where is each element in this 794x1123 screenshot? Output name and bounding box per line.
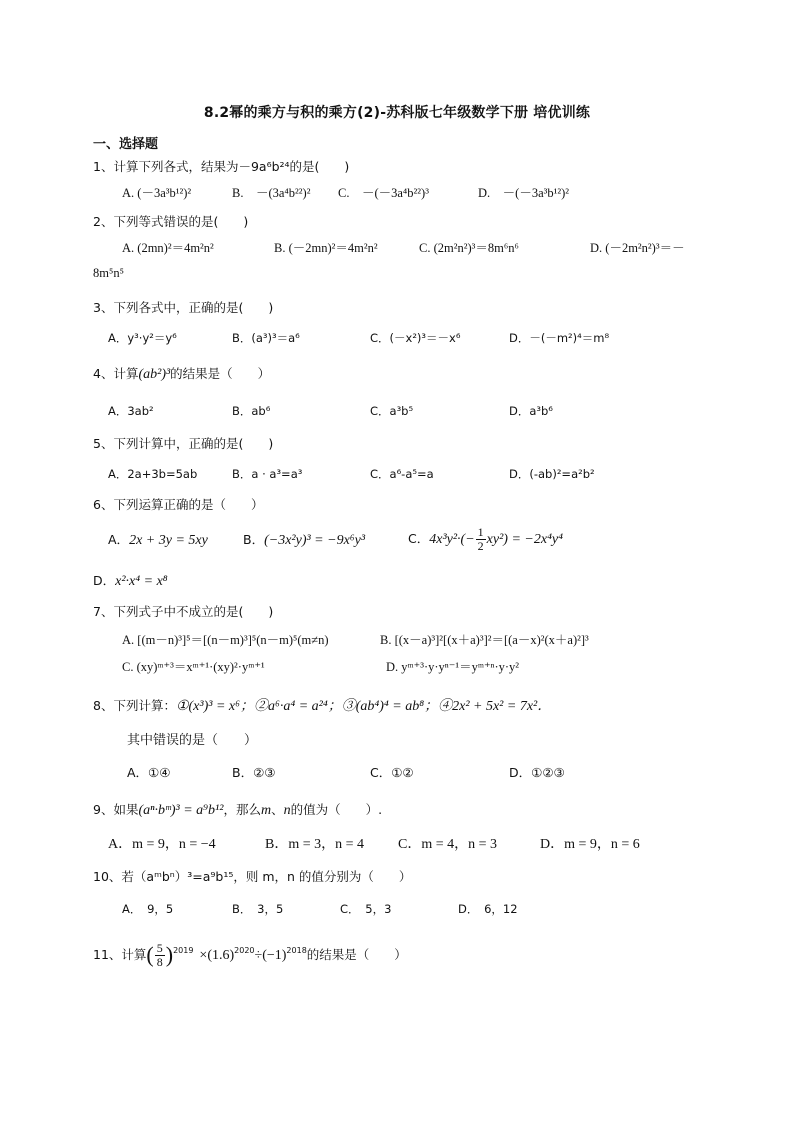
q9-stem-mid: ，那么: [223, 802, 261, 817]
q9-option-c: C．m = 4，n = 3: [398, 837, 498, 852]
q9-option-d: D．m = 9，n = 6: [540, 837, 640, 852]
q2-option-d: D. (－2m²n²)³＝－: [590, 241, 685, 255]
q10-stem: 10、若（aᵐbⁿ）³=a⁹b¹⁵，则 m，n 的值分别为（ ）: [93, 869, 412, 884]
q6-option-c-fraction: [476, 526, 486, 553]
q2-option-c: C. (2m²n²)³＝8m⁶n⁶: [419, 241, 519, 255]
q6-option-c-post: xy²) = −2x⁴y⁴: [486, 532, 564, 547]
q10-option-b: B． 3，5: [232, 902, 284, 916]
q6-option-b-expr: (−3x²y)³ = −9x⁶y³: [264, 533, 366, 548]
page-title: 8.2幂的乘方与积的乘方(2)-苏科版七年级数学下册 培优训练: [203, 105, 591, 121]
q4-option-b: B．ab⁶: [232, 404, 271, 418]
q11-stem-pre: 11、计算: [93, 947, 147, 962]
q9-var-m: m: [260, 803, 272, 818]
q4-stem-pre: 4、计算: [93, 366, 139, 381]
q8-stem: [93, 698, 551, 715]
q9-stem: [93, 802, 382, 819]
q8-option-a: A．①④: [127, 765, 171, 780]
q6-option-d-expr: x²·x⁴ = x⁸: [115, 574, 168, 589]
q6-fraction-denominator: 2: [477, 539, 484, 553]
q8-stem-pre: 8、下列计算：: [93, 698, 176, 713]
q9-separator: 、: [271, 802, 284, 817]
q10-option-d: D． 6，12: [458, 902, 518, 916]
q1-option-a: A. (－3a³b¹²)²: [122, 186, 192, 200]
q1-stem: 1、计算下列各式，结果为－9a⁶b²⁴的是( ): [93, 159, 350, 174]
q9-expression: (aⁿ·bᵐ)³ = a⁹b¹²: [138, 803, 224, 818]
q2-option-b: B. (－2mn)²＝4m²n²: [274, 241, 378, 255]
q6-option-c-label: C．: [408, 531, 430, 546]
q3-stem: 3、下列各式中，正确的是( ): [93, 300, 274, 315]
q9-option-b: B．m = 3，n = 4: [265, 837, 365, 852]
q2-option-a: A. (2mn)²＝4m²n²: [122, 241, 214, 255]
section-heading: 一、选择题: [93, 137, 159, 152]
q11-fraction-numerator: 5: [156, 941, 163, 955]
q5-option-c: C．a⁶-a⁵=a: [370, 467, 434, 481]
q4-expression: (ab²)³: [138, 367, 171, 382]
q11-exponent-1: 2019: [173, 946, 194, 955]
q1-option-b: B. －(3a⁴b²²)²: [232, 186, 311, 200]
q5-option-a: A．2a+3b=5ab: [108, 467, 198, 481]
q8-option-c: C．①②: [370, 765, 414, 780]
q11-stem: [93, 937, 407, 974]
q2-stem: 2、下列等式错误的是( ): [93, 214, 249, 229]
q3-option-b: B．(a³)³＝a⁶: [232, 331, 300, 345]
q11-exponent-2: 2020: [234, 946, 255, 955]
q6-stem: 6、下列运算正确的是（ ）: [93, 497, 264, 512]
q8-subquestion: 其中错误的是（ ）: [127, 733, 258, 748]
q4-option-a: A．3ab²: [108, 404, 154, 418]
q7-stem: 7、下列式子中不成立的是( ): [93, 604, 274, 619]
q6-option-a: [108, 532, 208, 549]
q6-option-d-label: D．: [93, 573, 116, 588]
q11-close-paren: ): [165, 942, 174, 967]
q6-option-d: [93, 573, 168, 590]
q7-option-a: A. [(m－n)³]⁵＝[(n－m)³]⁵(n－m)⁵(m≠n): [122, 633, 329, 647]
q9-stem-post: 的值为（ ）.: [290, 802, 383, 817]
q11-mid-2: ÷(−1): [254, 948, 287, 963]
q7-option-c: C. (xy)ᵐ⁺³＝xᵐ⁺¹·(xy)²·yᵐ⁺¹: [122, 660, 265, 674]
q10-option-a: A． 9，5: [122, 902, 174, 916]
q11-stem-post: 的结果是（ ）: [306, 947, 407, 962]
q6-option-a-label: A．: [108, 532, 130, 547]
q6-option-b: [243, 532, 365, 549]
q3-option-a: A．y³·y²＝y⁶: [108, 331, 177, 345]
q1-option-d: D. －(－3a³b¹²)²: [478, 186, 570, 200]
q8-expr-4: ④2x² + 5x² = 7x²．: [438, 699, 552, 714]
q1-option-c: C. －(－3a⁴b²²)³: [338, 186, 429, 200]
q3-option-d: D．－(－m²)⁴＝m⁸: [509, 331, 610, 345]
q4-option-d: D．a³b⁶: [509, 404, 553, 418]
q5-option-d: D．(-ab)²=a²b²: [509, 467, 595, 481]
q4-stem-post: 的结果是（ ）: [170, 366, 271, 381]
q9-var-n: n: [283, 803, 291, 818]
q4-option-c: C．a³b⁵: [370, 404, 414, 418]
q5-stem: 5、下列计算中，正确的是( ): [93, 436, 274, 451]
q11-fraction-denominator: 8: [156, 955, 163, 969]
q8-expr-3: ③(ab⁴)⁴ = ab⁸；: [341, 699, 439, 714]
q6-option-c-pre: 4x³y²·(−: [429, 532, 475, 547]
q7-option-b: B. [(x－a)³]²[(x＋a)³]²＝[(a－x)²(x＋a)²]³: [380, 633, 589, 647]
q10-option-c: C． 5，3: [340, 902, 392, 916]
q9-stem-pre: 9、如果: [93, 802, 139, 817]
q3-option-c: C．(－x²)³＝－x⁶: [370, 331, 461, 345]
q8-expr-1: ①(x³)³ = x⁶；: [175, 699, 254, 714]
q6-option-c: [408, 524, 563, 555]
q11-open-paren: (: [146, 942, 154, 967]
q6-option-a-expr: 2x + 3y = 5xy: [129, 533, 208, 548]
q11-mid-1: ×(1.6): [199, 948, 235, 963]
q9-option-a: A．m = 9，n = −4: [108, 837, 216, 852]
q11-fraction: [155, 942, 165, 969]
q11-exponent-3: 2018: [286, 946, 307, 955]
q4-stem: [93, 366, 270, 383]
q6-option-b-label: B．: [243, 532, 265, 547]
q8-option-b: B．②③: [232, 765, 276, 780]
q8-option-d: D．①②③: [509, 765, 565, 780]
q5-option-b: B．a · a³=a³: [232, 467, 303, 481]
q8-expr-2: ②a⁶·a⁴ = a²⁴；: [253, 699, 342, 714]
q6-fraction-numerator: 1: [477, 525, 484, 539]
q2-option-d-cont: 8m⁵n⁵: [93, 266, 124, 280]
q7-option-d: D. yᵐ⁺³·y·yⁿ⁻¹＝yᵐ⁺ⁿ·y·y²: [386, 660, 520, 674]
